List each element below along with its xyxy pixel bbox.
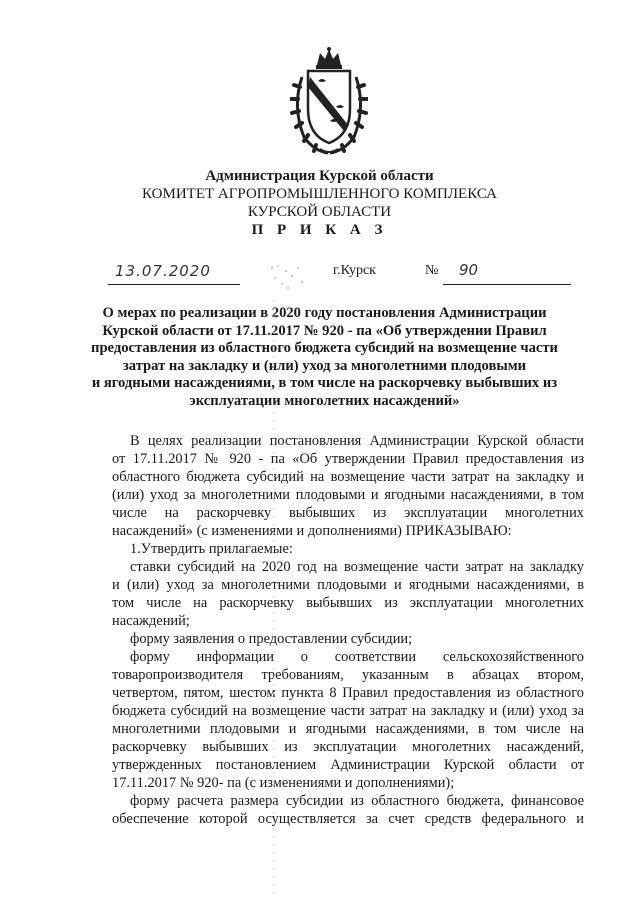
body-line: многолетними плодовыми и ягодными насаждениями, в том числе на: [112, 721, 584, 737]
body-line: бюджета субсидий на возмещение части затрат на закладку и (или) уход за: [112, 703, 584, 719]
coat-of-arms-emblem: [290, 47, 368, 157]
body-line: насаждений;: [112, 613, 190, 629]
title-line: О мерах по реализации в 2020 году постановления Администрации: [102, 305, 547, 321]
order-body: [112, 432, 584, 828]
document-type: П Р И К А З: [251, 222, 388, 238]
title-line: затрат на закладку и (или) уход за многолетними плодовыми: [122, 357, 527, 374]
body-line: насаждений» (с изменениями и дополнениями) ПРИКАЗЫВАЮ:: [112, 523, 512, 539]
body-line: четвертом, пятом, шестом пункта 8 Правил предоставления из областного: [112, 685, 584, 701]
body-line: форму заявления о предоставлении субсидии;: [130, 631, 413, 647]
body-line: и (или) уход за многолетними плодовыми и ягодными насаждениями, в: [112, 577, 584, 593]
body-line: областного бюджета субсидий на возмещение части затрат на закладку и: [112, 469, 584, 485]
order-number: 90: [459, 261, 479, 279]
body-line: от 17.11.2017 № 920 - па «Об утверждении Правил предоставления из: [112, 451, 584, 467]
number-sign: №: [425, 263, 439, 278]
committee-name-line1: КОМИТЕТ АГРОПРОМЫШЛЕННОГО КОМПЛЕКСА: [142, 186, 497, 202]
body-line: утвержденных постановлением Администрации Курской области от: [112, 757, 584, 773]
body-line: обеспечение которой осуществляется за счет средств федерального и: [112, 811, 584, 827]
title-line: предоставления из областного бюджета субсидий на возмещение части: [91, 340, 558, 356]
body-line: числе на раскорчевку выбывших из эксплуатации многолетних: [112, 505, 584, 521]
date-underline: [108, 284, 240, 285]
order-city: г.Курск: [333, 263, 376, 278]
body-line: (или) уход за многолетними плодовыми и ягодными насаждениями, в том: [112, 487, 584, 503]
body-line: товаропроизводителя требованиям, указанным в абзацах втором,: [112, 667, 584, 683]
scan-noise: [268, 262, 308, 292]
number-underline: [443, 284, 571, 285]
order-date: 13.07.2020: [115, 262, 211, 280]
body-line: форму расчета размера субсидии из областного бюджета, финансовое: [130, 793, 584, 809]
body-line: 17.11.2017 № 920- па (с изменениями и дополнениями);: [112, 775, 455, 791]
body-line: 1.Утвердить прилагаемые:: [130, 541, 293, 557]
order-title: [72, 305, 577, 410]
committee-name-line2: КУРСКОЙ ОБЛАСТИ: [247, 204, 392, 220]
title-line: эксплуатации многолетних насаждений»: [189, 392, 460, 409]
body-line: том числе на раскорчевку выбывших из эксплуатации многолетних: [112, 595, 584, 611]
scan-fold-line: [273, 300, 275, 900]
body-line: В целях реализации постановления Администрации Курской области: [130, 433, 584, 449]
body-line: ставки субсидий на 2020 год на возмещение части затрат на закладку: [130, 559, 584, 575]
org-name: Администрация Курской области: [205, 168, 434, 184]
body-line: раскорчевку выбывших из эксплуатации многолетних насаждений,: [112, 739, 584, 755]
title-line: и ягодными насаждениями, в том числе на раскорчевку выбывших из: [91, 375, 558, 391]
title-line: Курской области от 17.11.2017 № 920 - па «Об утверждении Правил: [102, 322, 547, 339]
body-line: форму информации о соответствии сельскохозяйственного: [130, 649, 584, 665]
